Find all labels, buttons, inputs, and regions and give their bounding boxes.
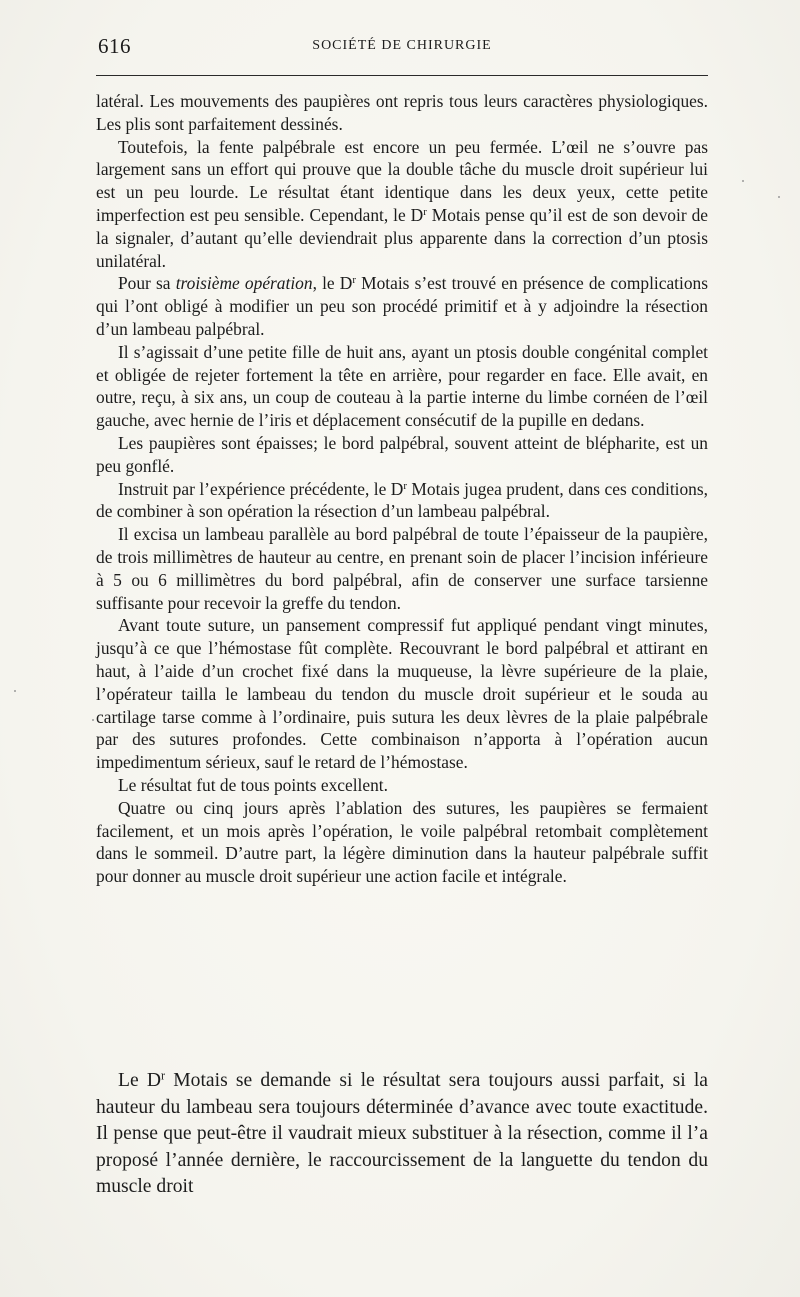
paper-speck: [778, 196, 780, 198]
paper-speck: [742, 180, 744, 182]
header-rule: [96, 75, 708, 76]
final-paragraph-block: [96, 1068, 708, 1201]
paragraph-2-cont-pre: Cependant, le D: [309, 204, 424, 225]
paragraph-2-text: Toutefois, la fente palpébrale est encore un peu fermée. L’œil ne s’ouvre pas largement sans un effort qui prouve que la double tâche du muscle droit supérieur lui est un peu lourde. Le résultat étant identique dans les deux yeux, cette petite imperfection est peu sensible.: [96, 136, 708, 225]
doctor-abbrev-sup: r: [352, 274, 356, 287]
page-number: 616: [98, 34, 131, 58]
doctor-abbrev-sup: r: [423, 206, 427, 219]
paragraph-10: Quatre ou cinq jours après l’ablation des sutures, les paupières se fermaient facilement, et un mois après l’opération, le voile palpébral retombait complètement dans le sommeil. D’autre part, la légère diminution dans la hauteur palpébrale suffit pour donner au muscle droit supérieur une action facile et intégrale.: [96, 797, 708, 887]
paragraph-8: Avant toute suture, un pansement compressif fut appliqué pendant vingt minutes, jusqu’à ce que l’hémostase fût complète. Recouvrant le bord palpébral et attirant en haut, à l’aide d’un crochet fixé dans la muqueuse, la lèvre supérieure de la plaie, l’opérateur tailla le lambeau du tendon du muscle droit supérieur et le souda au cartilage tarse comme à l’ordinaire, puis sutura les deux lèvres de la plaie palpébrale par des sutures profondes. Cette combinaison n’apporta à l’opération aucun impedimentum sérieux, sauf le retard de l’hémostase.: [96, 615, 708, 773]
paragraph-3: [96, 272, 708, 340]
paper-speck: [14, 690, 16, 692]
page-header: [96, 34, 708, 64]
paragraph-3-mid: , le D: [312, 273, 353, 294]
paragraph-7: Il excisa un lambeau parallèle au bord palpébral de toute l’épaisseur de la paupière, de trois millimètres de hauteur au centre, en prenant soin de placer l’incision inférieure à 5 ou 6 millimètres du bord palpébral, afin de conserver une surface tarsienne suffisante pour recevoir la greffe du tendon.: [96, 524, 708, 613]
final-paragraph-post: Motais se demande si le résultat sera toujours aussi parfait, si la hauteur du lambeau sera toujours déterminée d’avance avec toute exactitude. Il pense que peut-être il vaudrait mieux substituer à la résection, comme il l’a proposé l’année dernière, le raccourcissement de la languette du tendon du muscle droit: [96, 1070, 708, 1197]
paragraph-6: [96, 478, 708, 524]
paper-speck: [92, 719, 94, 721]
paragraph-3-pre: Pour sa: [118, 273, 176, 294]
final-paragraph: [96, 1068, 708, 1201]
doctor-abbrev-sup: r: [403, 479, 407, 492]
paragraph-2-cont-post: Motais pense qu’il est de son devoir de la signaler, d’autant qu’elle deviendrait plus apparente dans la correction d’un ptosis unilatéral.: [96, 204, 708, 271]
body-text: [96, 90, 708, 888]
paragraph-6-pre: Instruit par l’expérience précédente, le D: [118, 478, 404, 499]
paragraph-5: Les paupières sont épaisses; le bord palpébral, souvent atteint de blépharite, est un peu gonflé.: [96, 432, 708, 476]
running-head: SOCIÉTÉ DE CHIRURGIE: [312, 38, 492, 53]
paragraph-2: [96, 136, 708, 273]
paragraph-3-post: Motais s’est trouvé en présence de complications qui l’ont obligé à modifier un peu son procédé primitif et à y adjoindre la résection d’un lambeau palpébral.: [96, 273, 708, 339]
paragraph-6-post: Motais jugea prudent, dans ces conditions, de combiner à son opération la résection d’un lambeau palpébral.: [96, 478, 708, 522]
paragraph-1: latéral. Les mouvements des paupières ont repris tous leurs caractères physiologiques. Les plis sont parfaitement dessinés.: [96, 91, 708, 134]
paragraph-3-emphasis: troisième opération: [175, 273, 313, 294]
final-paragraph-pre: Le D: [118, 1070, 162, 1091]
paragraph-4: Il s’agissait d’une petite fille de huit ans, ayant un ptosis double congénital complet et obligée de rejeter fortement la tête en arrière, pour regarder en face. Elle avait, en outre, reçu, à six ans, un coup de couteau à la partie interne du limbe cornéen de l’œil gauche, avec hernie de l’iris et déplacement consécutif de la pupille en dedans.: [96, 341, 708, 431]
paragraph-9: Le résultat fut de tous points excellent.: [118, 774, 388, 795]
doctor-abbrev-sup: r: [161, 1068, 166, 1083]
